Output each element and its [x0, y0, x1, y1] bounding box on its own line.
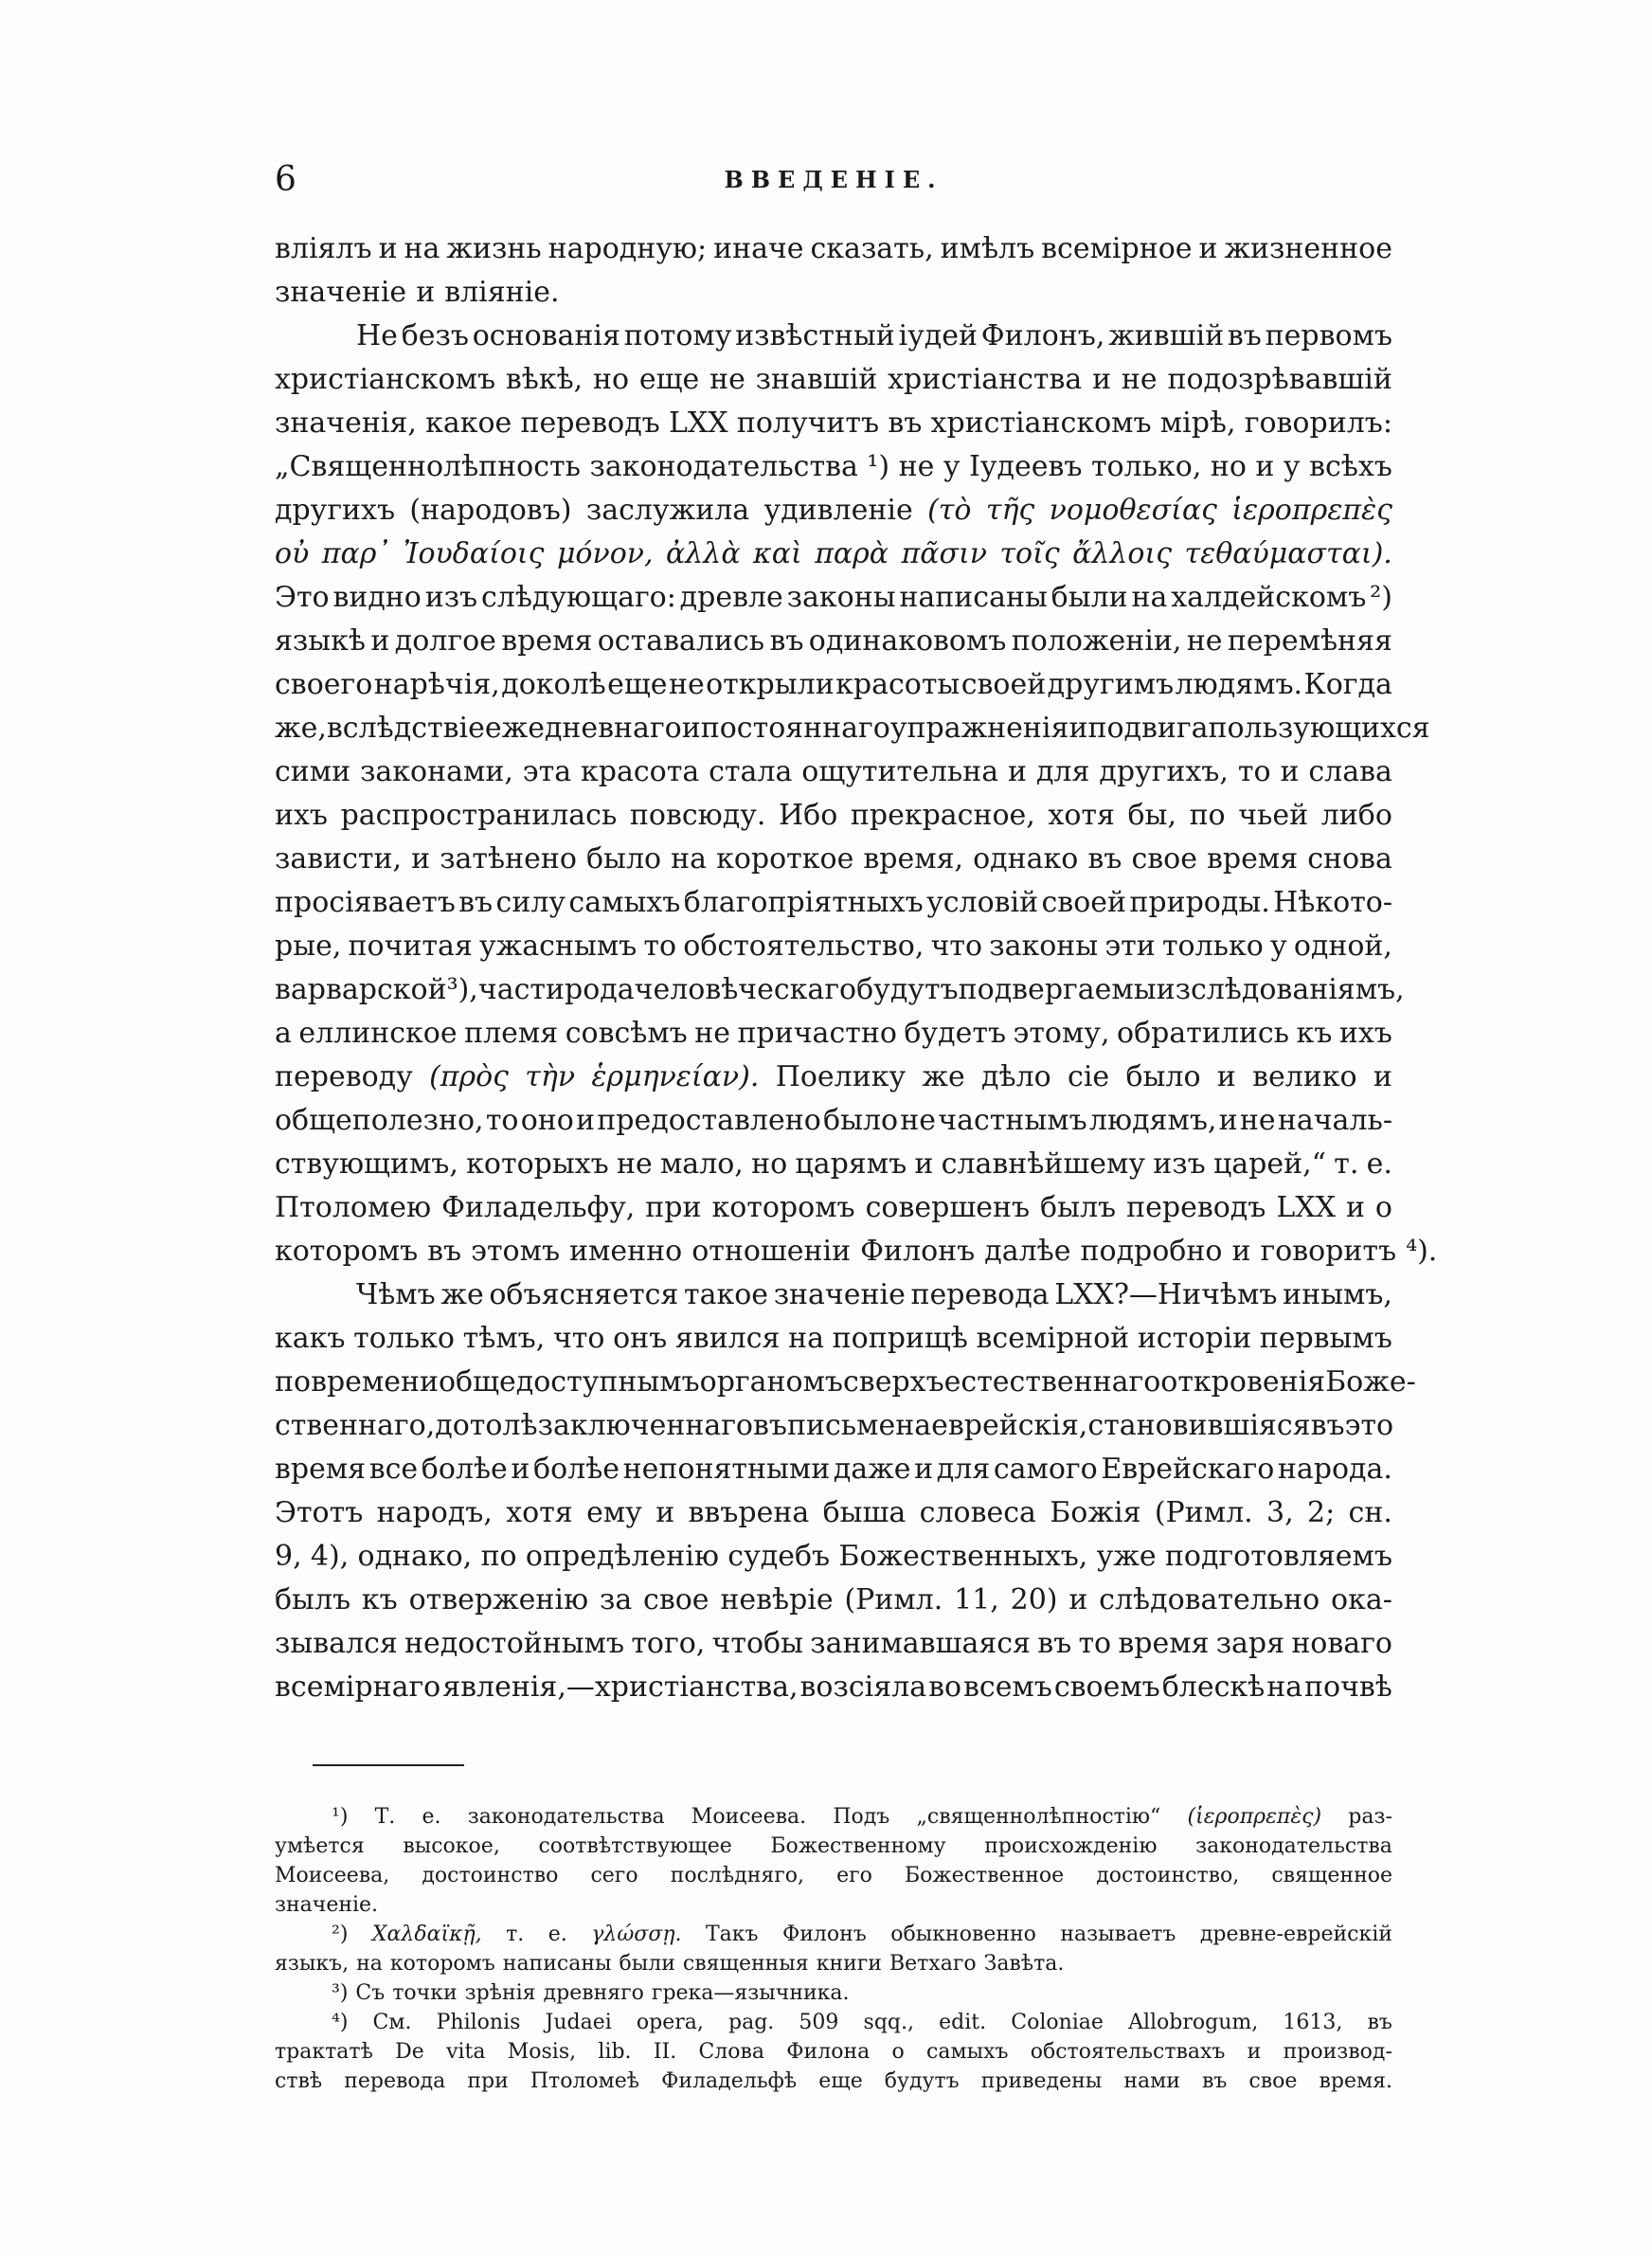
- footnote-line: трактатѣ De vita Mosis, lib. II. Слова Филона о самыхъ обстоятельствахъ и производ-: [275, 2040, 1392, 2064]
- text-line: вліялъ и на жизнь народную; иначе сказать, имѣлъ всемірное и жизненное: [275, 232, 1392, 265]
- running-title: ВВЕДЕНІЕ.: [724, 166, 943, 193]
- footnote-line: ствѣ перевода при Птоломеѣ Филадельфѣ еще будутъ приведены нами въ свое время.: [275, 2069, 1392, 2093]
- footnote-line: ³) Съ точки зрѣнія древняго грека—язычника.: [332, 1981, 850, 2005]
- footnote-line: умѣется высокое, соотвѣтствующее Божественному происхожденію законодательства: [275, 1834, 1392, 1858]
- text-line: ствующимъ, которыхъ не мало, но царямъ и славнѣйшему изъ царей,“ т. е.: [275, 1147, 1392, 1181]
- footnote-line: Моисеева, достоинство сего послѣдняго, его Божественное достоинство, священное: [275, 1864, 1392, 1887]
- footnote-line: ²) Χαλδαϊκῇ, т. е. γλώσσῃ. Такъ Филонъ обыкновенно называетъ древне-еврейскій: [332, 1923, 1392, 1946]
- text-line: время все болѣе и болѣе непонятными даже и для самого Еврейскаго народа.: [275, 1453, 1392, 1486]
- text-line: 9, 4), однако, по опредѣленію судебъ Божественныхъ, уже подготовляемъ: [275, 1540, 1392, 1573]
- text-line: которомъ въ этомъ именно отношеніи Филонъ далѣе подробно и говоритъ ⁴).: [275, 1235, 1438, 1268]
- text-line: же, вслѣдствіе ежедневнаго и постояннаго упражненія и подвига пользующихся: [275, 712, 1430, 745]
- page-header: [275, 152, 1392, 208]
- text-line: Не безъ основанія потому извѣстный іудей Филонъ, жившій въ первомъ: [356, 319, 1392, 352]
- text-line: христіанскомъ вѣкѣ, но еще не знавшій христіанства и не подозрѣвавшій: [275, 363, 1392, 396]
- footnote-divider: [313, 1764, 464, 1766]
- text-line: былъ къ отверженію за свое невѣріе (Римл. 11, 20) и слѣдовательно ока-: [275, 1583, 1392, 1616]
- text-line: Птоломею Филадельфу, при которомъ совершенъ былъ переводъ LXX и о: [275, 1191, 1392, 1224]
- text-line: ственнаго, дотолѣ заключеннаго въ письмена еврейскія, становившіяся въ это: [275, 1409, 1394, 1442]
- footnote-line: ¹) Т. е. законодательства Моисеева. Подъ „священнолѣпностію“ (ἱεροπρεπὲς) раз-: [332, 1805, 1392, 1829]
- text-line: значеніе и вліяніе.: [275, 276, 560, 309]
- text-line: языкѣ и долгое время оставались въ одинаковомъ положеніи, не перемѣняя: [275, 624, 1392, 658]
- text-line: какъ только тѣмъ, что онъ явился на поприщѣ всемірной исторіи первымъ: [275, 1322, 1392, 1355]
- text-line: Этотъ народъ, хотя ему и ввърена быша словеса Божія (Римл. 3, 2; сн.: [275, 1496, 1392, 1529]
- footnotes: [275, 1802, 1392, 2096]
- text-line: всемірнаго явленія,—христіанства, возсіяла во всемъ своемъ блескѣ на почвѣ: [275, 1670, 1392, 1704]
- text-line: другихъ (народовъ) заслужила удивленіе (τὸ τῆς νομοθεσίας ἱεροπρεπὲς: [275, 494, 1392, 527]
- main-text: [275, 227, 1438, 1709]
- text-line: рые, почитая ужаснымъ то обстоятельство, что законы эти только у одной,: [275, 930, 1392, 963]
- text-line: переводу (πρὸς τὴν ἑρμηνείαν). Поелику же дѣло сіе было и велико и: [275, 1060, 1392, 1093]
- footnote-line: значеніе.: [275, 1893, 379, 1917]
- text-line: варварской ³), части рода человѣческаго будутъ подвергаемы изслѣдованіямъ,: [275, 973, 1405, 1006]
- text-line: Чѣмъ же объясняется такое значеніе перевода LXX?—Ничѣмъ инымъ,: [356, 1278, 1392, 1311]
- text-line: ихъ распространилась повсюду. Ибо прекрасное, хотя бы, по чьей либо: [275, 799, 1392, 832]
- text-line: своего нарѣчія, доколѣ еще не открыли красоты своей другимъ людямъ. Когда: [275, 668, 1392, 701]
- text-line: общеполезно, то оно и предоставлено было не частнымъ людямъ, и не началь-: [275, 1104, 1392, 1137]
- text-line: „Священнолѣпность законодательства ¹) не у Іудеевъ только, но и у всѣхъ: [275, 450, 1392, 483]
- page-number: 6: [275, 160, 296, 199]
- footnote-line: ⁴) См. Philonis Judaei opera, pag. 509 sqq., edit. Coloniae Allobrogum, 1613, въ: [332, 2011, 1392, 2034]
- text-line: зывался недостойнымъ того, чтобы занимавшаяся въ то время заря новаго: [275, 1627, 1392, 1660]
- text-line: сими законами, эта красота стала ощутительна и для другихъ, то и слава: [275, 755, 1392, 788]
- text-line: по времени общедоступнымъ органомъ сверхъестественнаго откровенія Боже-: [275, 1365, 1416, 1399]
- text-line: зависти, и затѣнено было на короткое время, однако въ свое время снова: [275, 842, 1392, 876]
- text-line: просіяваетъ въ силу самыхъ благопріятныхъ условій своей природы. Нѣкото-: [275, 886, 1392, 919]
- footnote-line: языкъ, на которомъ написаны были священныя книги Ветхаго Завѣта.: [275, 1952, 1065, 1976]
- text-line: значенія, какое переводъ LXX получитъ въ христіанскомъ мірѣ, говорилъ:: [275, 406, 1392, 440]
- text-line: а еллинское племя совсѣмъ не причастно будетъ этому, обратились къ ихъ: [275, 1017, 1392, 1050]
- text-line: οὐ παρ᾽ Ἰουδαίοις μόνον, ἀλλὰ καὶ παρὰ πᾶσιν τοῖς ἄλλοις τεθαύμασται).: [275, 537, 1392, 570]
- text-line: Это видно изъ слѣдующаго: древле законы написаны были на халдейскомъ ²): [275, 581, 1392, 614]
